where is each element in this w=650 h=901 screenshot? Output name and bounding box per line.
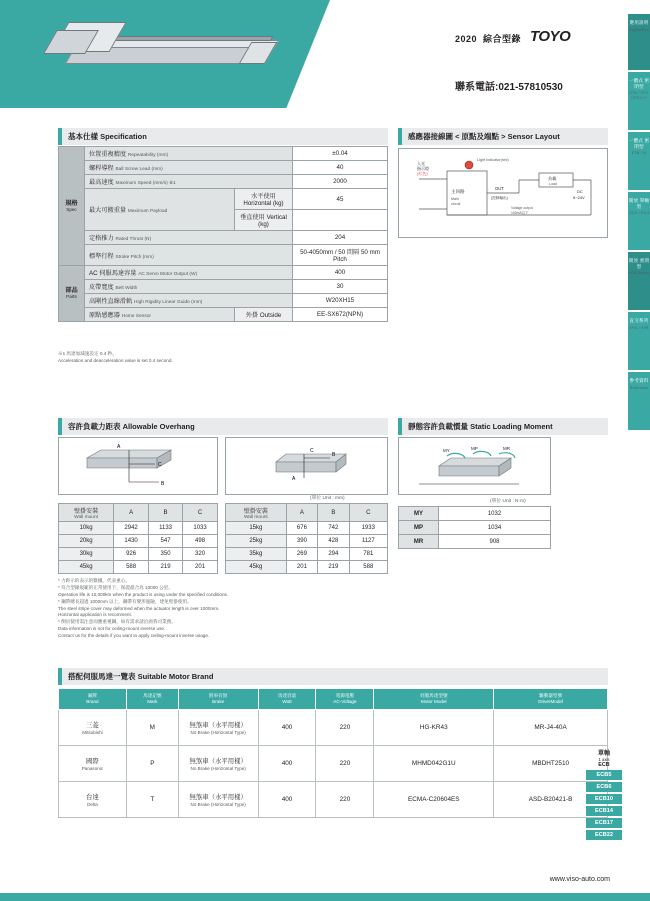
spec-note-en: Acceleration and deacceleration value is set 0.4 second. bbox=[58, 357, 173, 363]
motor-mark: M bbox=[126, 709, 178, 745]
table-row bbox=[59, 504, 218, 522]
table-row bbox=[59, 161, 388, 175]
sidebar-item-label: 開放 單軸型 bbox=[628, 198, 650, 209]
motor-mark: T bbox=[126, 781, 178, 817]
motor-model: ECMA-C20604ES bbox=[374, 781, 494, 817]
motor-watt: 400 bbox=[258, 781, 316, 817]
overhang-cell: 219 bbox=[318, 561, 349, 574]
product-illustration bbox=[30, 14, 290, 84]
moment-figure-svg bbox=[399, 438, 550, 494]
motor-col-model: 伺服馬達型號 Motor Model bbox=[374, 689, 494, 710]
spec-label: AC 伺服馬達容量 AC Servo Motor Output (W) bbox=[85, 266, 293, 280]
overhang-table-1 bbox=[58, 503, 218, 574]
ecb-item-ecb10[interactable]: ECB10 bbox=[586, 794, 622, 804]
spec-value: W20XH15 bbox=[293, 294, 388, 308]
spec-sublabel: 垂直使用 Vertical (kg) bbox=[235, 210, 293, 231]
sidebar-item-xyg[interactable] bbox=[628, 312, 650, 370]
spec-label: 標準行程 Stroke Pitch (mm) bbox=[85, 245, 293, 266]
moment-key: MY bbox=[399, 507, 439, 521]
spec-note bbox=[58, 351, 358, 365]
table-row bbox=[226, 561, 388, 574]
svg-text:C: C bbox=[310, 448, 314, 454]
overhang-cell: 1033 bbox=[183, 522, 218, 535]
motor-heading-zh: 搭配伺服馬達一覽表 bbox=[68, 672, 136, 681]
spec-value: 400 bbox=[293, 266, 388, 280]
svg-text:MR: MR bbox=[503, 446, 510, 451]
overhang-table-1-header: 壁掛安裝 Wall mount bbox=[59, 504, 114, 522]
overhang-heading-en: Allowable Overhang bbox=[122, 422, 195, 431]
svg-text:Main: Main bbox=[451, 197, 459, 201]
sensor-heading bbox=[398, 128, 608, 145]
spec-sublabel: 外掛 Outside bbox=[235, 308, 293, 322]
table-header-row bbox=[59, 689, 608, 710]
svg-text:Load: Load bbox=[549, 182, 557, 186]
sensor-section bbox=[398, 128, 608, 145]
overhang-cell: 1430 bbox=[114, 535, 149, 548]
sidebar-item-sublabel: GCH / ECH bbox=[628, 211, 650, 216]
sidebar-item-label: 開放 密閉型 bbox=[628, 258, 650, 269]
svg-text:主回路: 主回路 bbox=[451, 189, 465, 194]
svg-text:入光: 入光 bbox=[417, 161, 425, 166]
overhang-cell: 2942 bbox=[114, 522, 149, 535]
specification-table bbox=[58, 146, 388, 322]
overhang-cell: 201 bbox=[286, 561, 317, 574]
spec-note-zh: ※1 馬達加減速設定 0.4 秒。 bbox=[58, 351, 117, 356]
spec-value: EE-SX672(NPN) bbox=[293, 308, 388, 322]
table-row bbox=[59, 709, 608, 745]
overhang-cell: 219 bbox=[149, 561, 183, 574]
motor-brand: 國際 Panasonic bbox=[59, 745, 127, 781]
motor-voltage: 220 bbox=[316, 709, 374, 745]
spec-group-parts: 部品 Parts bbox=[59, 266, 85, 322]
footer-band bbox=[0, 893, 650, 901]
overhang-note-line: * 倒吊使用需注意而應重視鋼，如有需求請洽詢我司業務。 bbox=[58, 619, 176, 625]
table-row bbox=[59, 245, 388, 266]
spec-value: ±0.04 bbox=[293, 147, 388, 161]
overhang-row-label: 25kg bbox=[226, 535, 287, 548]
table-row bbox=[59, 781, 608, 817]
catalog-title bbox=[455, 32, 521, 45]
sensor-heading-en: Sensor Layout bbox=[507, 132, 560, 141]
moment-value: 1034 bbox=[439, 521, 551, 535]
sidebar-item-label: 選用說明 bbox=[629, 20, 649, 25]
spec-value bbox=[293, 210, 388, 231]
overhang-cell: 926 bbox=[114, 548, 149, 561]
overhang-col-c: C bbox=[183, 504, 218, 522]
moment-heading-zh: 靜態容許負載慣量 bbox=[408, 422, 468, 431]
brand-logo-text: TOYO bbox=[530, 28, 571, 45]
overhang-figure-2 bbox=[225, 437, 388, 495]
overhang-notes bbox=[58, 578, 388, 640]
ecb-item-ecb6[interactable]: ECB6 bbox=[586, 782, 622, 792]
moment-value: 908 bbox=[439, 535, 551, 549]
motor-heading-en: Suitable Motor Brand bbox=[137, 672, 214, 681]
sensor-wiring-diagram bbox=[398, 148, 608, 238]
motor-brake: 無煞車（水平用樣） No Brake (Horizontal Type) bbox=[178, 709, 258, 745]
motor-col-brand: 廠牌 Brand bbox=[59, 689, 127, 710]
moment-key: MR bbox=[399, 535, 439, 549]
motor-driver: ASD-B20421-B bbox=[494, 781, 608, 817]
overhang-col-b: B bbox=[318, 504, 349, 522]
svg-text:(控制輸出): (控制輸出) bbox=[491, 196, 508, 200]
table-row bbox=[59, 745, 608, 781]
table-row bbox=[399, 507, 551, 521]
table-row bbox=[59, 231, 388, 245]
svg-text:指示燈: 指示燈 bbox=[417, 166, 429, 171]
motor-driver: MR-J4-40A bbox=[494, 709, 608, 745]
overhang-row-label: 35kg bbox=[226, 548, 287, 561]
svg-text:Light indicator(red): Light indicator(red) bbox=[477, 158, 509, 162]
overhang-cell: 588 bbox=[349, 561, 387, 574]
overhang-note-line: Contact us for the details if you want to apply ceiling-mount inverse usage. bbox=[58, 633, 210, 639]
sidebar-item-label: 直交系列 bbox=[629, 318, 649, 323]
motor-col-brake: 附車有無 Brake bbox=[178, 689, 258, 710]
table-row bbox=[226, 548, 388, 561]
svg-text:B: B bbox=[161, 481, 165, 487]
sidebar-item-application[interactable] bbox=[628, 14, 650, 70]
specification-section bbox=[58, 128, 388, 145]
overhang-cell: 588 bbox=[114, 561, 149, 574]
svg-text:A: A bbox=[292, 476, 296, 482]
table-row bbox=[59, 294, 388, 308]
moment-table bbox=[398, 506, 551, 549]
table-row bbox=[59, 522, 218, 535]
motor-heading bbox=[58, 668, 608, 685]
svg-text:MY: MY bbox=[443, 448, 450, 453]
spec-label: 螺桿導程 Ball Screw Lead (mm) bbox=[85, 161, 293, 175]
spec-value: 30 bbox=[293, 280, 388, 294]
overhang-heading-zh: 容許負載力距表 bbox=[68, 422, 121, 431]
overhang-row-label: 30kg bbox=[59, 548, 114, 561]
overhang-note-line: * 符合型錄規範的正常使用下，保證最合為 10000 公里。 bbox=[58, 584, 173, 590]
catalog-title-text: 綜合型錄 bbox=[483, 34, 522, 44]
svg-text:DC: DC bbox=[577, 189, 583, 194]
moment-figure bbox=[398, 437, 551, 495]
spec-sublabel: 水平使用 Horizontal (kg) bbox=[235, 189, 293, 210]
spec-value: 204 bbox=[293, 231, 388, 245]
overhang-note-line: Data information is not for ceiling-mount inverse use. bbox=[58, 626, 166, 632]
table-row bbox=[226, 504, 388, 522]
spec-label: 定格推力 Rated Thrust (N) bbox=[85, 231, 293, 245]
sensor-diagram-svg bbox=[399, 149, 609, 239]
sidebar-item-label: 一體式 密閉型 bbox=[628, 78, 650, 89]
table-row bbox=[59, 548, 218, 561]
spec-label: 最高速度 Maximum Speed (mm/s) ※1 bbox=[85, 175, 293, 189]
sensor-heading-zh: 感應器接線圖 < 原點及端點 > bbox=[408, 132, 506, 141]
motor-voltage: 220 bbox=[316, 745, 374, 781]
motor-watt: 400 bbox=[258, 709, 316, 745]
sidebar-item-gth[interactable] bbox=[628, 72, 650, 130]
table-row bbox=[399, 535, 551, 549]
table-row bbox=[59, 147, 388, 161]
overhang-cell: 320 bbox=[183, 548, 218, 561]
overhang-cell: 742 bbox=[318, 522, 349, 535]
overhang-row-label: 45kg bbox=[59, 561, 114, 574]
svg-text:100mA以下: 100mA以下 bbox=[511, 211, 529, 215]
ecb-item-ecb22[interactable]: ECB22 bbox=[586, 830, 622, 840]
motor-driver: MBDHT2510 bbox=[494, 745, 608, 781]
overhang-cell: 498 bbox=[183, 535, 218, 548]
svg-text:5~24V: 5~24V bbox=[573, 195, 585, 200]
overhang-cell: 201 bbox=[183, 561, 218, 574]
motor-brand: 台達 Delta bbox=[59, 781, 127, 817]
motor-col-mark: 馬達記號 Mark bbox=[126, 689, 178, 710]
overhang-figure-1-svg bbox=[59, 438, 217, 494]
table-row bbox=[226, 535, 388, 548]
table-row bbox=[59, 189, 388, 210]
svg-text:OUT: OUT bbox=[495, 186, 504, 191]
spec-label: 最大可搬重量 Maximum Payload bbox=[85, 189, 235, 231]
sidebar-item-sublabel: XYG / XYB bbox=[629, 325, 649, 330]
table-row bbox=[59, 535, 218, 548]
overhang-section bbox=[58, 418, 388, 435]
spec-label: 皮帶寬度 Belt Width bbox=[85, 280, 293, 294]
table-row bbox=[59, 280, 388, 294]
overhang-cell: 1133 bbox=[149, 522, 183, 535]
table-row bbox=[59, 308, 388, 322]
motor-col-driver: 驅動器型號 DriverModel bbox=[494, 689, 608, 710]
overhang-cell: 676 bbox=[286, 522, 317, 535]
overhang-row-label: 10kg bbox=[59, 522, 114, 535]
table-row bbox=[59, 175, 388, 189]
moment-unit-note: (單位 Unit : N·m) bbox=[490, 499, 526, 504]
spec-value: 50-4050mm / 50 間隔 50 mm Pitch bbox=[293, 245, 388, 266]
motor-watt: 400 bbox=[258, 745, 316, 781]
overhang-row-label: 15kg bbox=[226, 522, 287, 535]
motor-voltage: 220 bbox=[316, 781, 374, 817]
overhang-cell: 1933 bbox=[349, 522, 387, 535]
motor-brake: 無煞車（水平用樣） No Brake (Horizontal Type) bbox=[178, 745, 258, 781]
overhang-note-line: Operation life is 10,000km when the product is using under the specified conditions. bbox=[58, 591, 229, 597]
overhang-note-line: Horizontal application is recomment. bbox=[58, 612, 133, 618]
table-row bbox=[59, 266, 388, 280]
specification-heading-en: Specification bbox=[100, 132, 147, 141]
overhang-figure-2-svg bbox=[226, 438, 387, 494]
moment-heading-en: Static Loading Moment bbox=[470, 422, 553, 431]
brand-logo bbox=[530, 28, 570, 45]
sidebar-item-etb[interactable] bbox=[628, 132, 650, 190]
overhang-cell: 294 bbox=[318, 548, 349, 561]
sidebar-item-label: 參考資料 bbox=[629, 378, 649, 383]
sidebar-item-sublabel: Application bbox=[629, 27, 649, 32]
svg-text:circuit: circuit bbox=[451, 202, 461, 206]
catalog-year: 2020 bbox=[455, 34, 478, 44]
overhang-figure-1 bbox=[58, 437, 218, 495]
motor-brand: 三菱 Mitsubishi bbox=[59, 709, 127, 745]
motor-col-voltage: 電源電壓 AC-Voltage bbox=[316, 689, 374, 710]
ecb-item-ecb14[interactable]: ECB14 bbox=[586, 806, 622, 816]
overhang-cell: 350 bbox=[149, 548, 183, 561]
sidebar-item-sublabel: ETB / M bbox=[631, 151, 647, 156]
sidebar-item-reference[interactable] bbox=[628, 372, 650, 430]
overhang-note-line: * 鋼帶總長超過 1000mm 以上，鋼帶有變形風險，建免壁掛使用。 bbox=[58, 598, 192, 604]
sidebar-item-sublabel: GTH / GTY / ETH / Y bbox=[629, 91, 649, 100]
overhang-col-a: A bbox=[286, 504, 317, 522]
overhang-note-line: The steel stripe cover may deformed when the actuator length is over 1000mm. bbox=[58, 605, 220, 611]
overhang-row-label: 45kg bbox=[226, 561, 287, 574]
spec-value: 45 bbox=[293, 189, 388, 210]
overhang-table-2 bbox=[225, 503, 388, 574]
table-row bbox=[399, 521, 551, 535]
overhang-cell: 390 bbox=[286, 535, 317, 548]
overhang-cell: 269 bbox=[286, 548, 317, 561]
overhang-cell: 1127 bbox=[349, 535, 387, 548]
motor-model: MHMD042G1U bbox=[374, 745, 494, 781]
spec-label: 高剛性直線滑軌 High Rigidity Linear Guide (mm) bbox=[85, 294, 293, 308]
sidebar-item-sublabel: Reference bbox=[629, 385, 649, 390]
sidebar-item-sublabel: ECB Series bbox=[628, 271, 650, 276]
specification-heading bbox=[58, 128, 388, 145]
overhang-heading bbox=[58, 418, 388, 435]
overhang-cell: 428 bbox=[318, 535, 349, 548]
motor-section bbox=[58, 668, 608, 685]
moment-section bbox=[398, 418, 608, 435]
spec-label: 位置重複精度 Repeatability (mm) bbox=[85, 147, 293, 161]
svg-text:A: A bbox=[117, 444, 121, 450]
side-tab-rail bbox=[628, 0, 650, 901]
overhang-col-a: A bbox=[114, 504, 149, 522]
svg-text:B: B bbox=[332, 452, 336, 458]
overhang-unit-note: (單位 Unit : mm) bbox=[310, 496, 345, 501]
spec-value: 2000 bbox=[293, 175, 388, 189]
footer-website-url[interactable]: www.viso-auto.com bbox=[549, 876, 610, 883]
svg-text:負載: 負載 bbox=[548, 176, 557, 181]
overhang-note-line: * 力距示的表示的數據，代表重心。 bbox=[58, 578, 130, 583]
motor-col-watt: 馬達容量 Watt bbox=[258, 689, 316, 710]
svg-text:(紅色): (紅色) bbox=[417, 171, 428, 176]
svg-text:Voltage output: Voltage output bbox=[511, 206, 533, 210]
ecb-model-list bbox=[586, 748, 622, 840]
ecb-item-ecb17[interactable]: ECB17 bbox=[586, 818, 622, 828]
svg-text:C: C bbox=[158, 462, 162, 468]
moment-heading bbox=[398, 418, 608, 435]
table-row bbox=[59, 561, 218, 574]
table-row bbox=[226, 522, 388, 535]
spec-value: 40 bbox=[293, 161, 388, 175]
motor-brake: 無煞車（水平用樣） No Brake (Horizontal Type) bbox=[178, 781, 258, 817]
spec-label: 原點感應器 Home Sensor bbox=[85, 308, 235, 322]
sidebar-item-label: 一體式 密閉型 bbox=[628, 138, 650, 149]
moment-value: 1032 bbox=[439, 507, 551, 521]
sidebar-item-gch[interactable] bbox=[628, 192, 650, 250]
spec-group-spec: 規格 Spec bbox=[59, 147, 85, 266]
motor-mark: P bbox=[126, 745, 178, 781]
overhang-cell: 781 bbox=[349, 548, 387, 561]
ecb-list-title: 單軸 1 axis ECB bbox=[597, 751, 610, 768]
ecb-item-ecb5[interactable]: ECB5 bbox=[586, 770, 622, 780]
overhang-cell: 547 bbox=[149, 535, 183, 548]
overhang-table-2-header: 壁掛安裝 Wall mount bbox=[226, 504, 287, 522]
contact-phone: 聯系電話:021-57810530 bbox=[455, 82, 563, 93]
sidebar-item-ecb[interactable] bbox=[628, 252, 650, 310]
overhang-col-c: C bbox=[349, 504, 387, 522]
overhang-col-b: B bbox=[149, 504, 183, 522]
svg-text:MP: MP bbox=[471, 446, 478, 451]
overhang-row-label: 20kg bbox=[59, 535, 114, 548]
moment-key: MP bbox=[399, 521, 439, 535]
motor-table bbox=[58, 688, 608, 818]
motor-model: HG-KR43 bbox=[374, 709, 494, 745]
specification-heading-zh: 基本仕樣 bbox=[68, 132, 98, 141]
